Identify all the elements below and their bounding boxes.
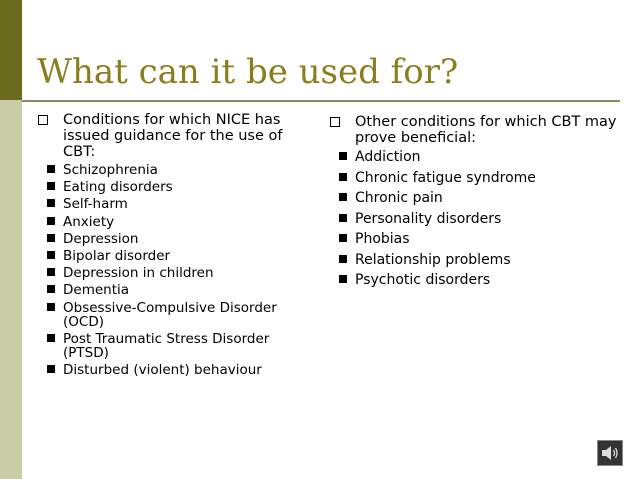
list-item	[38, 332, 318, 360]
square-bullet-icon	[47, 285, 55, 293]
list-item	[330, 170, 630, 186]
list-item	[38, 301, 318, 329]
square-bullet-icon	[47, 268, 55, 276]
left-accent-bar-dark	[0, 0, 22, 100]
list-item	[330, 190, 630, 206]
list-item-text: Personality disorders	[355, 210, 502, 227]
square-bullet-icon	[47, 165, 55, 173]
list-item	[38, 232, 318, 246]
right-column	[330, 114, 630, 293]
slide-title: What can it be used for?	[37, 52, 459, 92]
list-item	[38, 163, 318, 177]
list-item	[330, 211, 630, 227]
list-item	[330, 149, 630, 165]
left-accent-bar-light	[0, 100, 22, 479]
list-item-text: Self-harm	[63, 196, 128, 213]
right-heading-item	[330, 114, 630, 146]
list-item-text: Disturbed (violent) behaviour	[63, 361, 262, 378]
list-item-text: Post Traumatic Stress Disorder (PTSD)	[63, 330, 270, 361]
list-item	[330, 272, 630, 288]
list-item	[330, 252, 630, 268]
square-bullet-icon	[47, 365, 55, 373]
square-bullet-icon	[47, 217, 55, 225]
list-item-text: Chronic pain	[355, 190, 443, 206]
square-bullet-icon	[47, 234, 55, 242]
left-heading-text: Conditions for which NICE has issued guidance for the use of CBT:	[63, 112, 283, 160]
list-item-text: Addiction	[355, 149, 421, 165]
square-bullet-icon	[339, 214, 347, 222]
square-bullet-icon	[339, 275, 347, 283]
square-bullet-icon	[47, 334, 55, 342]
list-item	[38, 180, 318, 194]
list-item	[38, 266, 318, 280]
right-heading-text: Other conditions for which CBT may prove beneficial:	[355, 114, 617, 146]
square-bullet-icon	[47, 182, 55, 190]
speaker-icon[interactable]	[597, 440, 623, 466]
square-bullet-icon	[339, 173, 347, 181]
square-bullet-icon	[339, 193, 347, 201]
square-bullet-icon	[339, 234, 347, 242]
list-item-text: Eating disorders	[63, 179, 173, 196]
list-item-text: Depression in children	[63, 265, 214, 282]
right-sub-list	[330, 149, 630, 288]
list-item	[330, 231, 630, 247]
list-item-text: Psychotic disorders	[355, 272, 491, 288]
left-column	[38, 112, 318, 380]
list-item-text: Schizophrenia	[63, 162, 158, 178]
square-bullet-icon	[47, 199, 55, 207]
list-item	[38, 363, 318, 377]
list-item	[38, 197, 318, 211]
list-item-text: Dementia	[63, 282, 130, 299]
list-item-text: Phobias	[355, 231, 410, 247]
square-bullet-icon	[339, 152, 347, 160]
square-bullet-icon	[47, 303, 55, 311]
hollow-square-bullet-icon	[330, 117, 340, 127]
square-bullet-icon	[339, 255, 347, 263]
list-item-text: Anxiety	[63, 213, 115, 230]
list-item-text: Relationship problems	[355, 251, 511, 268]
list-item-text: Chronic fatigue syndrome	[355, 169, 536, 186]
square-bullet-icon	[47, 251, 55, 259]
list-item	[38, 249, 318, 263]
title-divider	[22, 100, 620, 102]
left-heading-item	[38, 112, 318, 160]
list-item-text: Bipolar disorder	[63, 247, 171, 264]
hollow-square-bullet-icon	[38, 115, 48, 125]
list-item-text: Depression	[63, 230, 139, 247]
left-sub-list	[38, 163, 318, 377]
list-item	[38, 215, 318, 229]
list-item-text: Obsessive-Compulsive Disorder (OCD)	[63, 299, 277, 330]
list-item	[38, 283, 318, 297]
